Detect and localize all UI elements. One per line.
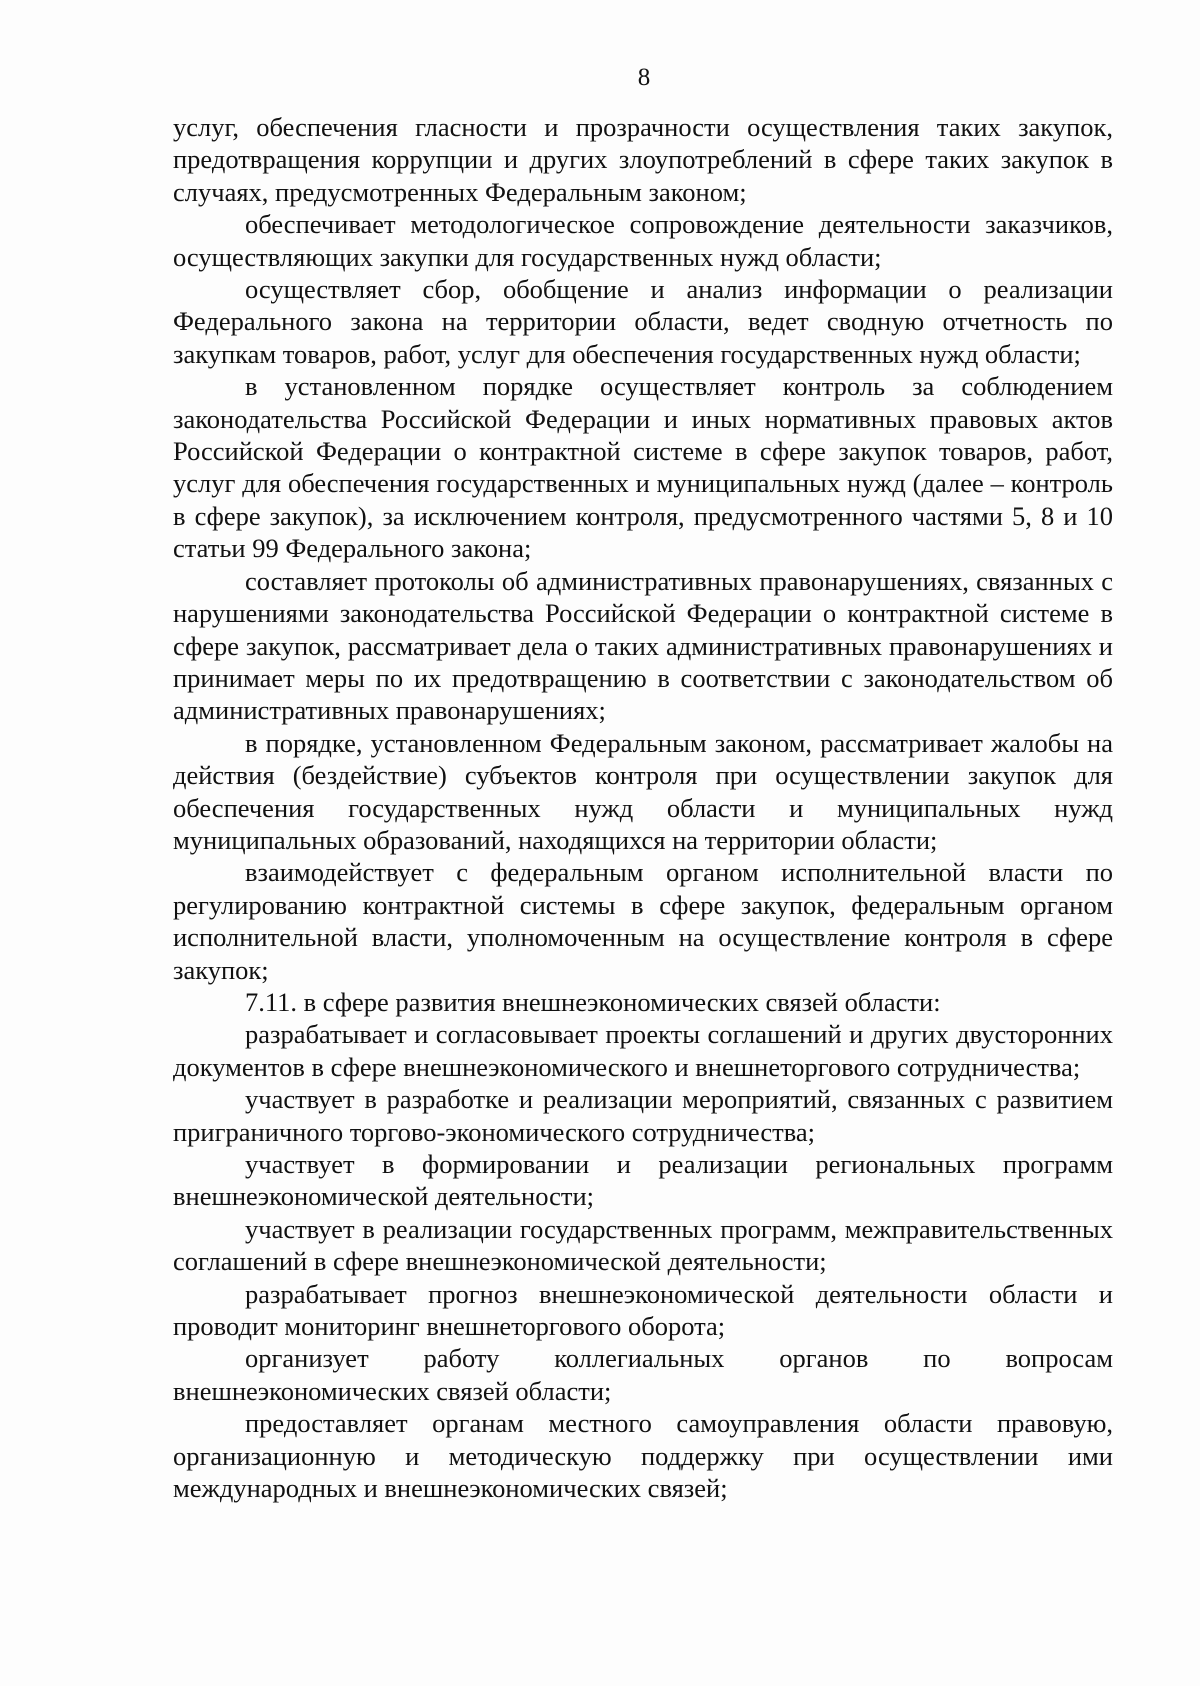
paragraph-administrative-protocols: составляет протоколы об административных правонарушениях, связанных с нарушениями законодательства Российской Федерации о контрактной системе в сфере закупок, рассматривает дела о таких административных правонарушениях и принимает меры по их предотвращению в соответствии с законодательством об административных правонарушениях; bbox=[173, 565, 1113, 726]
section-heading-7-11: 7.11. в сфере развития внешнеэкономических связей области: bbox=[245, 986, 941, 1017]
page-number: 8 bbox=[637, 64, 651, 91]
paragraph-federal-interaction: взаимодействует с федеральным органом исполнительной власти по регулированию контрактной системы в сфере закупок, федеральным органом исполнительной власти, уполномоченным на осуществление контроля в сфере закупок; bbox=[173, 857, 1113, 985]
paragraph-local-government-support: предоставляет органам местного самоуправления области правовую, организационную и методическую поддержку при осуществлении ими международных и внешнеэкономических связей; bbox=[173, 1408, 1113, 1504]
paragraph-state-programs: участвует в реализации государственных программ, межправительственных соглашений в сфере внешнеэкономической деятельности; bbox=[173, 1213, 1113, 1277]
paragraph-collegial-bodies: организует работу коллегиальных органов по вопросам внешнеэкономических связей области; bbox=[173, 1343, 1113, 1406]
paragraph-complaints-review: в порядке, установленном Федеральным законом, рассматривает жалобы на действия (бездействие) субъектов контроля при осуществлении закупок для обеспечения государственных нужд области и муниципальных нужд муниципальных образований, находящихся на территории области; bbox=[173, 727, 1113, 855]
paragraph-regional-programs: участвует в формировании и реализации региональных программ внешнеэкономической деятельности; bbox=[173, 1149, 1113, 1212]
paragraph-border-cooperation: участвует в разработке и реализации мероприятий, связанных с развитием приграничного торгово-экономического сотрудничества; bbox=[173, 1084, 1113, 1147]
paragraph-agreements-drafting: разрабатывает и согласовывает проекты соглашений и других двусторонних документов в сфере внешнеэкономического и внешнеторгового сотрудничества; bbox=[173, 1019, 1113, 1082]
paragraph-forecast-monitoring: разрабатывает прогноз внешнеэкономической деятельности области и проводит мониторинг внешнеторгового оборота; bbox=[173, 1278, 1113, 1342]
document-body bbox=[173, 111, 1113, 1504]
paragraph-continuation: услуг, обеспечения гласности и прозрачности осуществления таких закупок, предотвращения коррупции и других злоупотреблений в сфере таких закупок в случаях, предусмотренных Федеральным законом; bbox=[173, 112, 1113, 207]
paragraph-information-collection: осуществляет сбор, обобщение и анализ информации о реализации Федерального закона на территории области, ведет сводную отчетность по закупкам товаров, работ, услуг для обеспечения государственных нужд области; bbox=[173, 274, 1113, 369]
paragraph-procurement-control: в установленном порядке осуществляет контроль за соблюдением законодательства Российской Федерации и иных нормативных правовых актов Российской Федерации о контрактной системе в сфере закупок товаров, работ, услуг для обеспечения государственных и муниципальных нужд (далее – контроль в сфере закупок), за исключением контроля, предусмотренного частями 5, 8 и 10 статьи 99 Федерального закона; bbox=[173, 371, 1113, 564]
paragraph-methodological-support: обеспечивает методологическое сопровождение деятельности заказчиков, осуществляющих закупки для государственных нужд области; bbox=[173, 209, 1113, 272]
